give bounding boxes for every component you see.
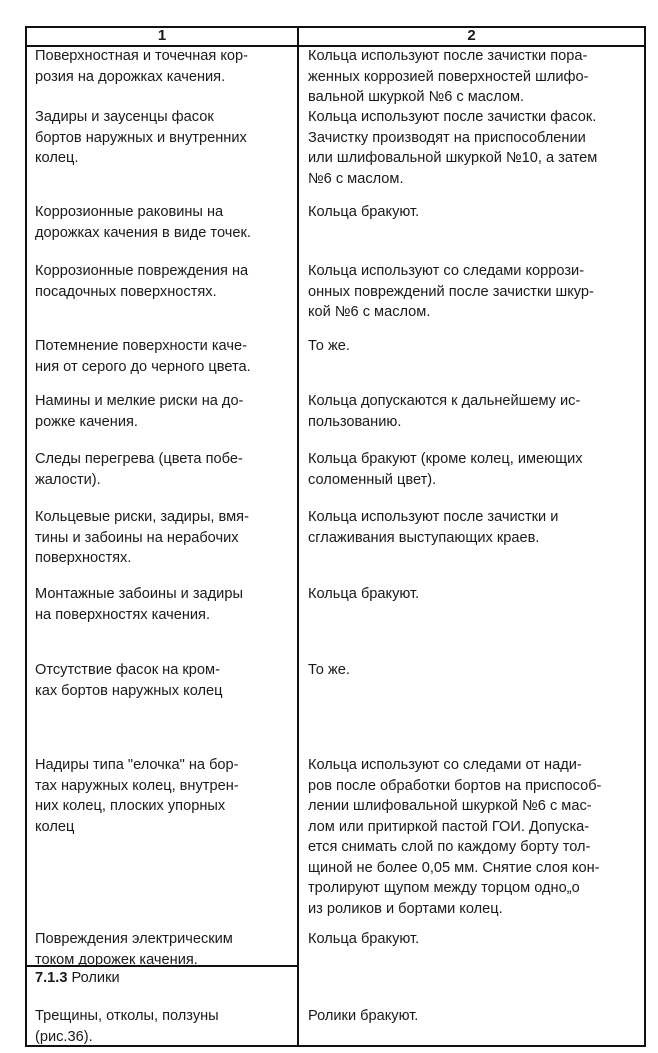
section-heading xyxy=(35,968,290,989)
row-4-action: Кольца используют со следами коррози- онных повреждений после зачистки шкур- кой №6 с маслом. xyxy=(308,263,594,320)
section-number: 7.1.3 xyxy=(35,970,68,986)
table-header xyxy=(27,28,644,47)
row-12-defect: Повреждения электрическим током дорожек качения. xyxy=(35,931,233,968)
defects-table xyxy=(25,26,646,1047)
row-7-defect: Следы перегрева (цвета побе- жалости). xyxy=(35,451,243,488)
row-5-defect: Потемнение поверхности каче- ния от серого до черного цвета. xyxy=(35,338,251,375)
row-1-action: Кольца используют после зачистки пора- женных коррозией поверхностей шлифо- вальной шкуркой №6 с маслом. xyxy=(308,48,589,105)
row-2-action: Кольца используют после зачистки фасок. Зачистку производят на приспособлении или шлифовальной шкуркой №10, а затем №6 с маслом. xyxy=(308,109,598,187)
row-5-action: То же. xyxy=(308,338,350,354)
row-8-defect: Кольцевые риски, задиры, вмя- тины и забоины на нерабочих поверхностях. xyxy=(35,509,249,566)
row-10-action: То же. xyxy=(308,662,350,678)
row-6-defect: Намины и мелкие риски на до- рожке качения. xyxy=(35,393,244,430)
row-3-action: Кольца бракуют. xyxy=(308,204,420,220)
row-4-defect: Коррозионные повреждения на посадочных поверхностях. xyxy=(35,263,249,300)
row-7-action: Кольца бракуют (кроме колец, имеющих соломенный цвет). xyxy=(308,451,583,488)
row-9-defect: Монтажные забоины и задиры на поверхностях качения. xyxy=(35,586,243,623)
row-11-action: Кольца используют со следами от нади- ров после обработки бортов на приспособ- лении шлифовальной шкуркой №6 с мас- лом или притиркой пастой ГОИ. Допуска- ется снимать слой по каждому борту тол- щиной не более 0,05 мм. Снятие слоя кон- тролируют щупом между торцом одно„о из роликов и бортами колец. xyxy=(308,757,602,917)
row-6-action: Кольца допускаются к дальнейшему ис- пользованию. xyxy=(308,393,581,430)
row-9-action: Кольца бракуют. xyxy=(308,586,420,602)
section-row-1-defect: Трещины, отколы, ползуны (рис.36). xyxy=(35,1008,219,1045)
column-divider xyxy=(297,28,299,1045)
section-title: Ролики xyxy=(71,970,120,986)
row-3-defect: Коррозионные раковины на дорожках качения в виде точек. xyxy=(35,204,251,241)
row-8-action: Кольца используют после зачистки и сглаживания выступающих краев. xyxy=(308,509,559,546)
section-row-1-action: Ролики бракуют. xyxy=(308,1008,419,1024)
header-col-2: 2 xyxy=(467,27,476,44)
header-col-1: 1 xyxy=(157,27,167,44)
row-2-defect: Задиры и заусенцы фасок бортов наружных и внутренних колец. xyxy=(35,109,247,166)
row-12-action: Кольца бракуют. xyxy=(308,931,420,947)
row-10-defect: Отсутствие фасок на кром- ках бортов наружных колец xyxy=(35,662,223,699)
row-11-defect: Надиры типа "елочка" на бор- тах наружных колец, внутрен- них колец, плоских упорных колец xyxy=(35,757,239,835)
row-1-defect: Поверхностная и точечная кор- розия на дорожках качения. xyxy=(35,48,248,85)
section-divider xyxy=(27,965,297,967)
